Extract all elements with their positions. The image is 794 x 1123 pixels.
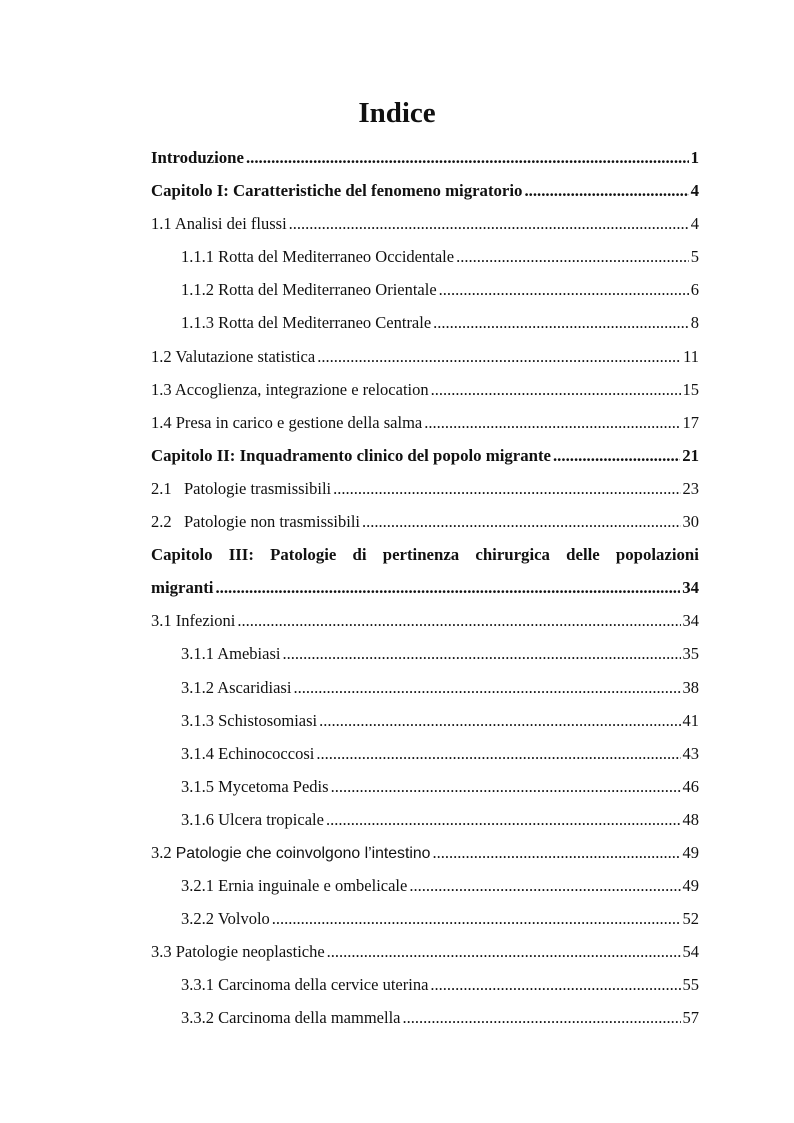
toc-entry-page: 4 (690, 181, 699, 201)
toc-entry-label: 3.1.2 Ascaridiasi (181, 677, 292, 697)
leader-dots (433, 306, 689, 339)
toc-entry-page: 43 (682, 743, 699, 763)
toc-entry-3-2[interactable] (151, 836, 699, 869)
toc-entry-page: 49 (682, 842, 699, 862)
leader-dots (333, 472, 680, 505)
toc-entry-page: 55 (682, 975, 699, 995)
toc-entry-page: 49 (682, 876, 699, 896)
toc-entry-page: 35 (682, 644, 699, 664)
toc-entry-page: 30 (682, 512, 699, 532)
leader-dots (524, 174, 688, 207)
toc-entry-label: 1.1.2 Rotta del Mediterraneo Orientale (181, 280, 437, 300)
toc-entry-1-4[interactable] (151, 406, 699, 439)
toc-entry-label: 3.1.3 Schistosomiasi (181, 710, 318, 730)
toc-entry-3-3-1[interactable] (151, 968, 699, 1001)
toc-entry-introduzione[interactable] (151, 141, 699, 174)
leader-dots (293, 671, 680, 704)
toc-entry-label: 3.2.1 Ernia inguinale e ombelicale (181, 876, 408, 896)
toc-entry-label: 3.1.4 Echinococcosi (181, 743, 315, 763)
toc-entry-1-3[interactable] (151, 373, 699, 406)
leader-dots (424, 406, 680, 439)
toc-entry-label: 1.2 Valutazione statistica (151, 346, 316, 366)
leader-dots (246, 141, 689, 174)
toc-entry-3-1-3[interactable] (151, 704, 699, 737)
leader-dots (289, 207, 689, 240)
page-title: Indice (358, 97, 436, 129)
leader-dots (431, 373, 681, 406)
toc-entry-3-2-2[interactable] (151, 902, 699, 935)
toc-entry-page: 4 (690, 214, 699, 234)
toc-entry-word: chirurgica (475, 545, 550, 565)
toc-entry-label-prefix: 3.2 (151, 842, 176, 862)
toc-entry-3-1[interactable] (151, 604, 699, 637)
toc-entry-page: 1 (690, 148, 699, 167)
toc-entry-3-1-4[interactable] (151, 737, 699, 770)
toc-entry-label: 3.3 Patologie neoplastiche (151, 942, 325, 962)
toc-entry-label: 2.2 Patologie non trasmissibili (151, 512, 360, 532)
toc-entry-label: 1.1 Analisi dei flussi (151, 214, 287, 234)
toc-entry-label: 1.1.3 Rotta del Mediterraneo Centrale (181, 313, 432, 333)
toc-entry-page: 15 (682, 379, 699, 399)
toc-entry-capitolo-1[interactable] (151, 174, 699, 207)
toc-entry-page: 41 (682, 710, 699, 730)
toc-entry-1-1-2[interactable] (151, 273, 699, 306)
toc-entry-word: delle (566, 545, 600, 565)
toc-entry-label: Patologie che coinvolgono l’intestino (175, 844, 431, 862)
toc-entry-label: 3.1.1 Amebiasi (181, 644, 281, 664)
leader-dots (282, 637, 680, 670)
toc-entry-3-1-1[interactable] (151, 637, 699, 670)
toc-entry-word: III: (228, 545, 254, 565)
toc-entry-page: 6 (690, 280, 699, 300)
leader-dots (553, 439, 680, 472)
toc-entry-page: 48 (682, 809, 699, 829)
toc-entry-page: 8 (690, 313, 699, 333)
leader-dots (432, 836, 680, 869)
toc-entry-label: 2.1 Patologie trasmissibili (151, 478, 332, 498)
toc-entry-word: Capitolo (151, 545, 213, 565)
leader-dots (215, 571, 680, 604)
toc-entry-label: Introduzione (151, 148, 244, 167)
leader-dots (316, 737, 680, 770)
toc-entry-label: 1.4 Presa in carico e gestione della salma (151, 412, 423, 432)
toc-entry-label: 1.1.1 Rotta del Mediterraneo Occidentale (181, 247, 455, 267)
toc-entry-1-2[interactable] (151, 340, 699, 373)
toc-entry-page: 38 (682, 677, 699, 697)
leader-dots (456, 240, 689, 273)
toc-entry-page: 21 (682, 445, 699, 465)
leader-dots (430, 968, 680, 1001)
toc-entry-label: 1.3 Accoglienza, integrazione e relocation (151, 379, 429, 399)
toc-entry-page: 34 (682, 578, 699, 598)
toc-entry-word: pertinenza (382, 545, 460, 565)
toc-entry-3-3[interactable] (151, 935, 699, 968)
toc-entry-capitolo-3-cont[interactable] (151, 571, 699, 604)
toc-entry-2-1[interactable] (151, 472, 699, 505)
leader-dots (331, 770, 681, 803)
leader-dots (409, 869, 680, 902)
toc-entry-label: 3.1.6 Ulcera tropicale (181, 809, 324, 829)
leader-dots (317, 340, 681, 373)
toc-entry-page: 57 (682, 1008, 699, 1028)
toc-entry-label: Capitolo II: Inquadramento clinico del popolo migrante (151, 445, 551, 465)
toc-entry-page: 11 (683, 346, 699, 366)
toc-entry-page: 17 (682, 412, 699, 432)
toc-entry-page: 34 (682, 611, 699, 631)
toc-entry-3-1-6[interactable] (151, 803, 699, 836)
toc-entry-word: Patologie (270, 545, 337, 565)
toc-entry-label: 3.2.2 Volvolo (181, 909, 270, 929)
toc-entry-3-1-5[interactable] (151, 770, 699, 803)
toc-entry-label: Capitolo I: Caratteristiche del fenomeno migratorio (151, 181, 523, 201)
toc-entry-2-2[interactable] (151, 505, 699, 538)
toc-entry-1-1-1[interactable] (151, 240, 699, 273)
toc-entry-3-1-2[interactable] (151, 671, 699, 704)
leader-dots (327, 935, 681, 968)
leader-dots (326, 803, 681, 836)
toc-entry-capitolo-3[interactable] (151, 538, 699, 571)
toc-entry-label: migranti (151, 578, 214, 598)
toc-entry-page: 52 (682, 909, 699, 929)
toc-entry-1-1-3[interactable] (151, 306, 699, 339)
toc-entry-label: 3.3.1 Carcinoma della cervice uterina (181, 975, 429, 995)
toc-entry-3-2-1[interactable] (151, 869, 699, 902)
leader-dots (362, 505, 681, 538)
toc-entry-1-1[interactable] (151, 207, 699, 240)
leader-dots (319, 704, 680, 737)
toc-entry-label: 3.1 Infezioni (151, 611, 236, 631)
toc-entry-page: 46 (682, 776, 699, 796)
toc-entry-label: 3.3.2 Carcinoma della mammella (181, 1008, 401, 1028)
toc-entry-word: di (352, 545, 367, 565)
toc-entry-capitolo-2[interactable] (151, 439, 699, 472)
toc-entry-page: 54 (682, 942, 699, 962)
toc-entry-3-3-2[interactable] (151, 1001, 699, 1034)
toc-entry-page: 23 (682, 478, 699, 498)
leader-dots (272, 902, 681, 935)
leader-dots (439, 273, 689, 306)
toc-entry-page: 5 (690, 247, 699, 267)
leader-dots (402, 1001, 680, 1034)
leader-dots (237, 604, 680, 637)
toc-entry-label: 3.1.5 Mycetoma Pedis (181, 776, 329, 796)
toc-entry-word: popolazioni (615, 545, 699, 565)
table-of-contents (151, 141, 699, 1035)
